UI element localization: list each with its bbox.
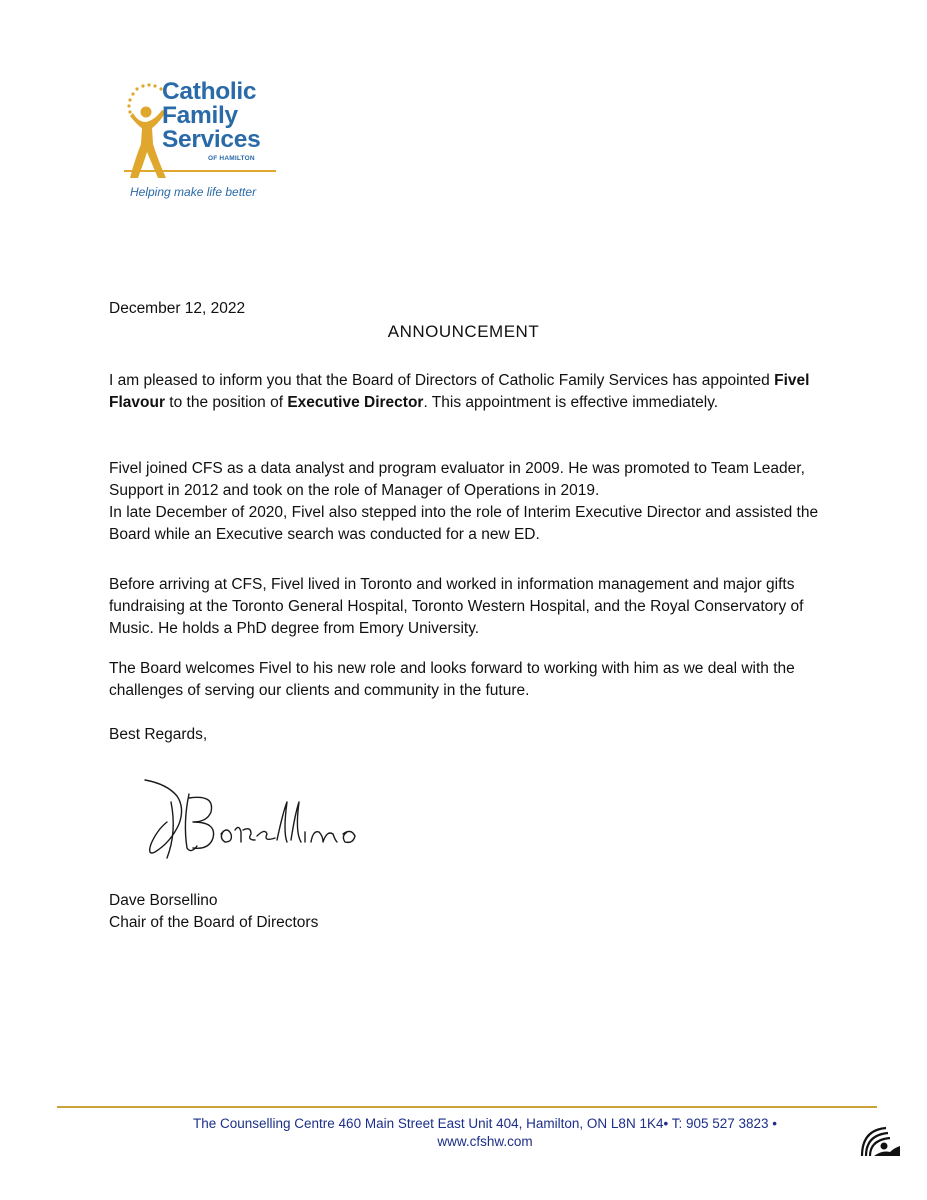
letter-heading-text: ANNOUNCEMENT — [387, 322, 540, 341]
footer-url: www.cfshw.com — [437, 1134, 533, 1149]
united-way-icon — [856, 1122, 904, 1162]
paragraph-history — [109, 458, 829, 546]
letter-date: December 12, 2022 — [109, 300, 246, 317]
appointee-name: Fivel Flavour — [109, 372, 810, 411]
paragraph-appointment — [109, 370, 829, 414]
logo-divider — [124, 170, 276, 172]
paragraph-appointment-part-a: I am pleased to inform you that the Board of Directors of Catholic Family Services has appointed — [109, 372, 775, 389]
cfs-logo — [124, 78, 284, 208]
footer-address: The Counselling Centre 460 Main Street East Unit 404, Hamilton, ON L8N 1K4• T: 905 527 3823 • — [192, 1116, 778, 1131]
handwritten-signature — [137, 772, 397, 862]
paragraph-history-line2: In late December of 2020, Fivel also stepped into the role of Interim Executive Director and assisted the Board while an Executive search was conducted for a new ED. — [109, 504, 819, 543]
logo-word-services: Services — [162, 126, 261, 153]
footer-divider — [57, 1106, 877, 1108]
signer-name: Dave Borsellino — [109, 892, 218, 909]
appointee-role: Executive Director — [287, 394, 424, 411]
paragraph-appointment-part-b: to the position of — [164, 394, 288, 411]
paragraph-background: Before arriving at CFS, Fivel lived in Toronto and worked in information management and major gifts fundraising at the Toronto General Hospital, Toronto Western Hospital, and the Royal Conservatory of Music. He holds a PhD degree from Emory University. — [109, 576, 804, 637]
letter-closing: Best Regards, — [109, 726, 208, 743]
letter-heading — [0, 322, 927, 342]
logo-word-family: Family — [162, 102, 238, 129]
logo-tagline: Helping make life better — [130, 185, 257, 199]
logo-word-catholic: Catholic — [162, 78, 257, 105]
paragraph-appointment-part-c: . This appointment is effective immediately. — [423, 394, 719, 411]
logo-subline: OF HAMILTON — [208, 155, 255, 162]
paragraph-welcome: The Board welcomes Fivel to his new role and looks forward to working with him as we deal with the challenges of serving our clients and community in the future. — [109, 660, 795, 699]
signer-title: Chair of the Board of Directors — [109, 914, 319, 931]
paragraph-history-line1: Fivel joined CFS as a data analyst and program evaluator in 2009. He was promoted to Team Leader, Support in 2012 and took on the role of Manager of Operations in 2019. — [109, 460, 805, 499]
